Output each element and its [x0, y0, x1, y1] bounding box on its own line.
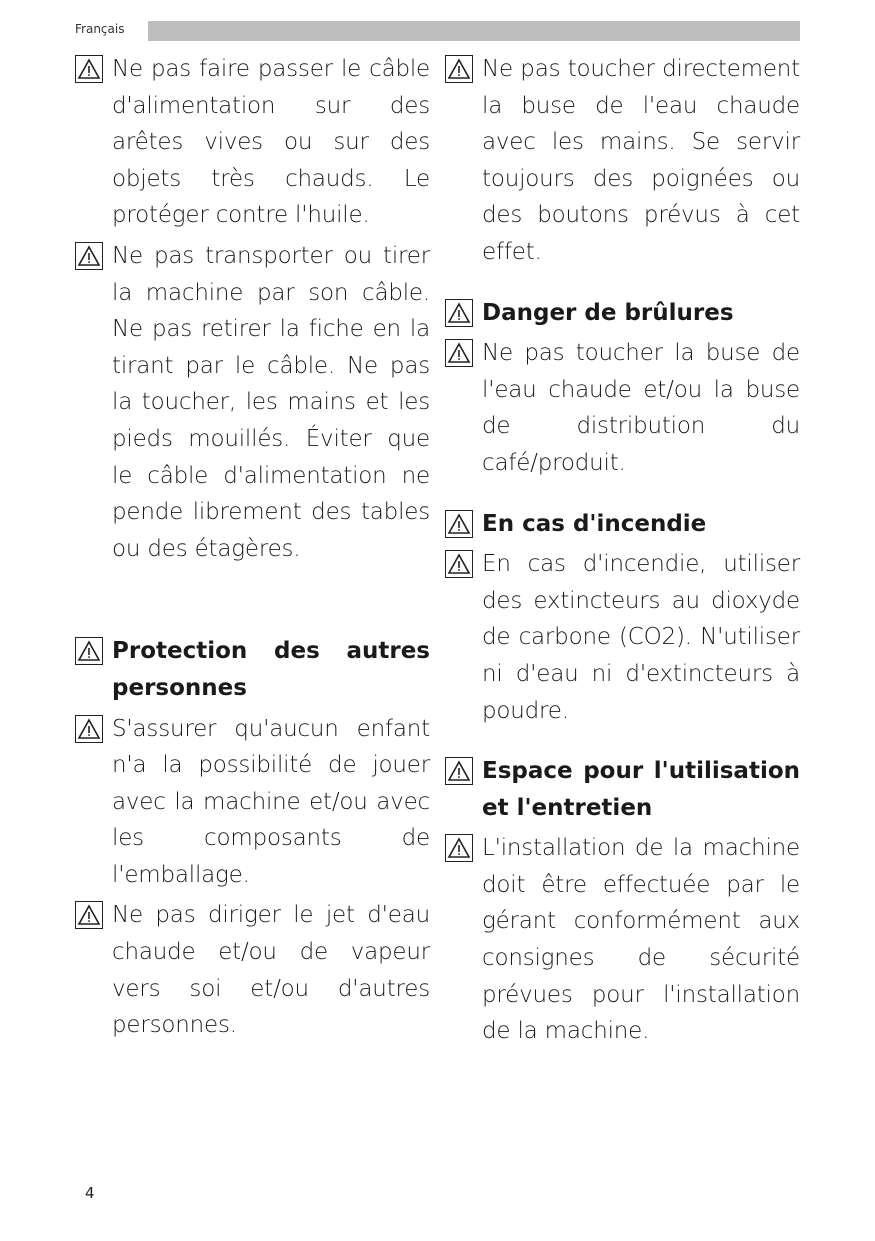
warning-triangle-icon — [75, 901, 103, 929]
warning-block — [445, 830, 800, 1050]
section-heading — [445, 295, 800, 332]
warning-text: Ne pas diriger le jet d'eau chaude et/ou de vapeur vers soi et/ou d'autres personnes. — [112, 902, 430, 1039]
section-heading — [445, 506, 800, 543]
warning-text: L'installation de la machine doit être effectuée par le gérant conformément aux consignes de sécurité prévues pour l'installation de la machine. — [482, 835, 800, 1045]
warning-triangle-icon — [445, 757, 473, 785]
warning-triangle-icon — [445, 510, 473, 538]
warning-block — [75, 897, 430, 1043]
warning-text: Ne pas toucher directement la buse de l'eau chaude avec les mains. Se servir toujours des poignées ou des boutons prévus à cet effet. — [482, 56, 800, 265]
warning-text: Ne pas faire passer le câble d'alimentation sur des arêtes vives ou sur des objets très chauds. Le protéger contre l'huile. — [112, 56, 430, 229]
section-heading — [445, 753, 800, 826]
warning-triangle-icon — [445, 55, 473, 83]
warning-triangle-icon — [445, 550, 473, 578]
heading-text: Espace pour l'utilisation et l'entretien — [482, 758, 800, 821]
warning-block — [445, 335, 800, 481]
warning-triangle-icon — [75, 242, 103, 270]
warning-block — [445, 51, 800, 271]
warning-triangle-icon — [75, 715, 103, 743]
warning-text: S'assurer qu'aucun enfant n'a la possibilité de jouer avec la machine et/ou avec les composants de l'emballage. — [112, 715, 430, 888]
warning-triangle-icon — [445, 339, 473, 367]
warning-block — [445, 546, 800, 729]
warning-text: Ne pas toucher la buse de l'eau chaude et/ou la buse de distribution du café/produit. — [482, 340, 800, 476]
header-language: Français — [75, 22, 125, 36]
warning-triangle-icon — [75, 55, 103, 83]
warning-block — [75, 51, 430, 234]
warning-text: Ne pas transporter ou tirer la machine par son câble. Ne pas retirer la fiche en la tirant par le câble. Ne pas la toucher, les mains et les pieds mouillés. Éviter que le câble d'alimentation ne pende librement des tables ou des étagères. — [112, 242, 430, 562]
warning-block — [75, 238, 430, 567]
warning-block — [75, 711, 430, 894]
heading-text: En cas d'incendie — [482, 510, 707, 537]
warning-triangle-icon — [445, 299, 473, 327]
section-heading — [75, 633, 430, 706]
warning-triangle-icon — [75, 637, 103, 665]
left-column — [75, 51, 430, 1044]
right-column — [445, 51, 800, 1050]
warning-text: En cas d'incendie, utiliser des extincteurs au dioxyde de carbone (CO2). N'utiliser ni d'eau ni d'extincteurs à poudre. — [482, 551, 800, 724]
header-bar — [148, 21, 800, 41]
page-number: 4 — [85, 1184, 95, 1202]
warning-triangle-icon — [445, 834, 473, 862]
heading-text: Danger de brûlures — [482, 299, 734, 326]
heading-text: Protection des autres personnes — [112, 638, 430, 701]
